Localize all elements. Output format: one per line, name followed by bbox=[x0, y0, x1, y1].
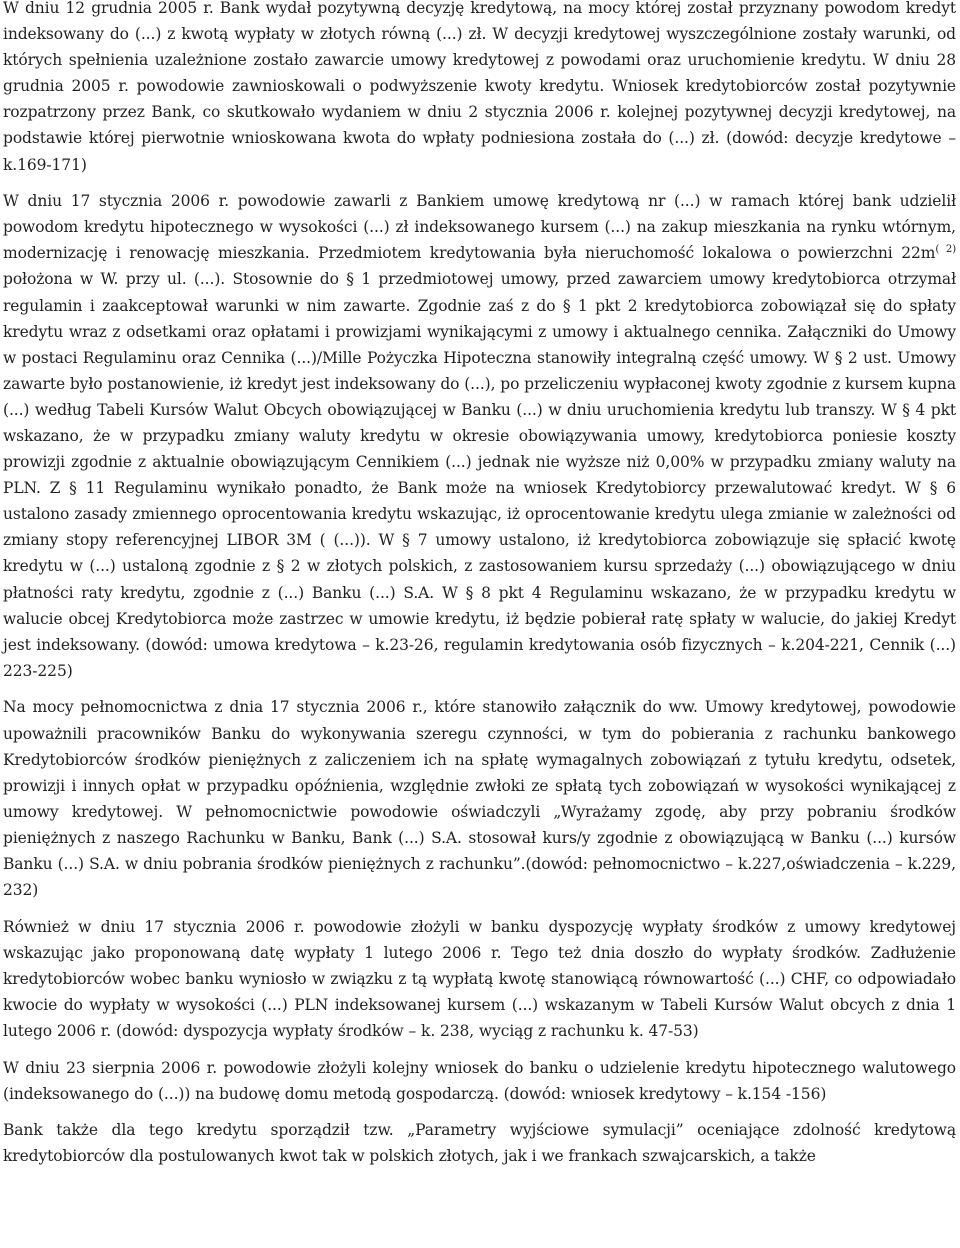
paragraph-power-of-attorney: Na mocy pełnomocnictwa z dnia 17 stycznia 2006 r., które stanowiło załącznik do ww. Umowy kredytowej, powodowie upoważnili pracowników Banku do wykonywania szeregu czynności, w tym do pobierania z rachunku bankowego Kredytobiorców środków pieniężnych z zaliczeniem ich na spłatę wymagalnych zobowiązań z tytułu kredytu, odsetek, prowizji i innych opłat w przypadku opóźnienia, względnie zwłoki ze spłatą tych zobowiązań w wysokości wynikającej z umowy kredytowej. W pełnomocnictwie powodowie oświadczyli „Wyrażamy zgodę, aby przy pobraniu środków pieniężnych z naszego Rachunku w Banku, Bank (...) S.A. stosował kurs/y zgodnie z obowiązującą w Banku (...) kursów Banku (...) S.A. w dniu pobrania środków pieniężnych z rachunku”.(dowód: pełnomocnictwo – k.227,oświadczenia – k.229, 232) bbox=[3, 698, 956, 900]
superscript-area-unit: ( 2) bbox=[935, 244, 956, 256]
paragraph-payout-disposition: Również w dniu 17 stycznia 2006 r. powodowie złożyli w banku dyspozycję wypłaty środków z umowy kredytowej wskazując jako proponowaną datę wypłaty 1 lutego 2006 r. Tego też dnia doszło do wypłaty środków. Zadłużenie kredytobiorców wobec banku wyniosło w związku z tą wypłatą kwotę stanowiącą równowartość (...) CHF, co odpowiadało kwocie do wypłaty w wysokości (...) PLN indeksowanej kursem (...) wskazanym w Tabeli Kursów Walut obcych z dnia 1 lutego 2006 r. (dowód: dyspozycja wypłaty środków – k. 238, wyciąg z rachunku k. 47-53) bbox=[3, 917, 956, 1041]
paragraph-simulation-parameters: Bank także dla tego kredytu sporządził tzw. „Parametry wyjściowe symulacji” oceniające zdolność kredytową kredytobiorców dla postulowanych kwot tak w polskich złotych, jak i we frankach szwajcarskich, a także bbox=[3, 1121, 956, 1166]
document-body bbox=[3, 0, 956, 1170]
paragraph-second-application: W dniu 23 sierpnia 2006 r. powodowie złożyli kolejny wniosek do banku o udzielenie kredytu hipotecznego walutowego (indeksowanego do (...)) na budowę domu metodą gospodarczą. (dowód: wniosek kredytowy – k.154 -156) bbox=[3, 1058, 956, 1103]
paragraph-credit-agreement bbox=[3, 188, 956, 684]
paragraph-credit-agreement-text-start: W dniu 17 stycznia 2006 r. powodowie zawarli z Bankiem umowę kredytową nr (...) w ramach której bank udzielił powodom kredytu hipotecznego w wysokości (...) zł indeksowanego kursem (...) na zakup mieszkania na rynku wtórnym, modernizację i renowację mieszkania. Przedmiotem kredytowania była nieruchomość lokalowa o powierzchni 22m bbox=[3, 192, 956, 263]
paragraph-credit-decision: W dniu 12 grudnia 2005 r. Bank wydał pozytywną decyzję kredytową, na mocy której został przyznany powodom kredyt indeksowany do (...) z kwotą wypłaty w złotych równą (...) zł. W decyzji kredytowej wyszczególnione zostały warunki, od których spełnienia uzależnione zostało zawarcie umowy kredytowej z powodami oraz uruchomienie kredytu. W dniu 28 grudnia 2005 r. powodowie zawnioskowali o podwyższenie kwoty kredytu. Wniosek kredytobiorców został pozytywnie rozpatrzony przez Bank, co skutkowało wydaniem w dniu 2 stycznia 2006 r. kolejnej pozytywnej decyzji kredytowej, na podstawie której pierwotnie wnioskowana kwota do wpłaty podniesiona została do (...) zł. (dowód: decyzje kredytowe – k.169-171) bbox=[3, 0, 956, 174]
paragraph-credit-agreement-text-end: położona w W. przy ul. (...). Stosownie do § 1 przedmiotowej umowy, przed zawarciem umowy kredytobiorca otrzymał regulamin i zaakceptował warunki w nim zawarte. Zgodnie zaś z do § 1 pkt 2 kredytobiorca zobowiązał się do spłaty kredytu wraz z odsetkami oraz opłatami i prowizjami wynikającymi z umowy i aktualnego cennika. Załączniki do Umowy w postaci Regulaminu oraz Cennika (...)/Mille Pożyczka Hipoteczna stanowiły integralną część umowy. W § 2 ust. Umowy zawarte było postanowienie, iż kredyt jest indeksowany do (...), po przeliczeniu wypłaconej kwoty zgodnie z kursem kupna (...) według Tabeli Kursów Walut Obcych obowiązującej w Banku (...) w dniu uruchomienia kredytu lub transzy. W § 4 pkt wskazano, że w przypadku zmiany waluty kredytu w okresie obowiązywania umowy, kredytobiorca poniesie koszty prowizji zgodnie z aktualnie obowiązującym Cennikiem (...) jednak nie wyższe niż 0,00% w przypadku zmiany waluty na PLN. Z § 11 Regulaminu wynikało ponadto, że Bank może na wniosek Kredytobiorcy przewalutować kredyt. W § 6 ustalono zasady zmiennego oprocentowania kredytu wskazując, iż oprocentowanie kredytu ulega zmianie w zależności od zmiany stopy referencyjnej LIBOR 3M ( (...)). W § 7 umowy ustalono, iż kredytobiorca zobowiązuje się spłacić kwotę kredytu w (...) ustaloną zgodnie z § 2 w złotych polskich, z zastosowaniem kursu sprzedaży (...) obowiązującego w dniu płatności raty kredytu, zgodnie z (...) Banku (...) S.A. W § 8 pkt 4 Regulaminu wskazano, że w przypadku kredytu w walucie obcej Kredytobiorca może zastrzec w umowie kredytu, iż będzie pobierał ratę spłaty w walucie, do jakiej Kredyt jest indeksowany. (dowód: umowa kredytowa – k.23-26, regulamin kredytowania osób fizycznych – k.204-221, Cennik (...) 223-225) bbox=[3, 270, 956, 680]
